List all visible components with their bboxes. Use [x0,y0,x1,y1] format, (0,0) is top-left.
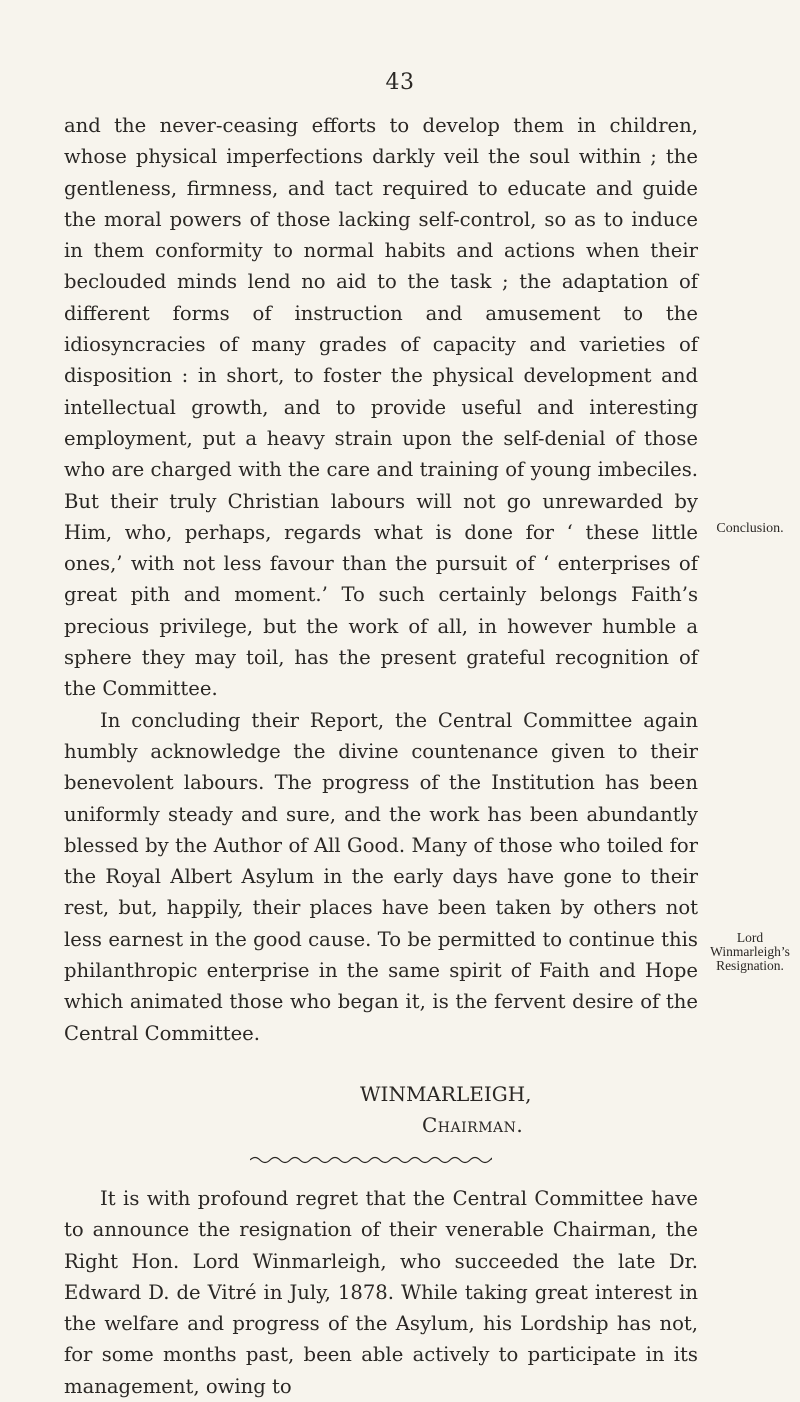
margin-note-resignation-line2: Winmarleigh’s [710,944,790,959]
paragraph-resignation: It is with profound regret that the Central Committee have to announce the resignation of their venerable Chairman, the Right Hon. Lord Winmarleigh, who succeeded the late Dr. Edward D. de Vitré in July, 1878. While taking great interest in the welfare and progress of the Asylum, his Lordship has not, for some months past, been able actively to participate in its management, owing to [64,1186,698,1398]
margin-note-resignation-line1: Lord [736,930,764,945]
margin-note-resignation-line3: Resignation. [716,958,784,973]
signature-title: Chairman. [422,1112,524,1137]
page-number: 43 [385,70,415,95]
page-body [64,110,698,1402]
margin-note-resignation [706,931,794,973]
paragraph-conclusion: In concluding their Report, the Central Committee again humbly acknowledge the divine countenance given to their benevolent labours. The progress of the Institution has been uniformly steady and sure, and the work has been abundantly blessed by the Author of All Good. Many of those who toiled for the Royal Albert Asylum in the early days have gone to their rest, but, happily, their places have been taken by others not less earnest in the good cause. To be permitted to continue this philanthropic enterprise in the same spirit of Faith and Hope which animated those who began it, is the fervent desire of the Central Committee. [64,708,698,1045]
signature-name: WINMARLEIGH, [360,1081,532,1106]
signature-block [64,1079,698,1141]
paragraph-continuation: and the never-ceasing efforts to develop them in children, whose physical imperfections darkly veil the soul within ; the gentleness, firmness, and tact required to educate and guide the moral powers of those lacking self-control, so as to induce in them conformity to normal habits and actions when their beclouded minds lend no aid to the task ; the adaptation of different forms of instruction and amusement to the idiosyncracies of many grades of capacity and varieties of disposition : in short, to foster the physical development and intellectual growth, and to provide useful and interesting employment, put a heavy strain upon the self-denial of those who are charged with the care and training of young imbeciles. But their truly Christian labours will not go unrewarded by Him, who, perhaps, regards what is done for ‘ these little ones,’ with not less favour than the pursuit of ‘ enterprises of great pith and moment.’ To such certainly belongs Faith’s precious privilege, but the work of all, in however humble a sphere they may toil, has the present grateful recognition of the Committee. [64,114,698,701]
margin-note-conclusion: Conclusion. [716,521,784,536]
wavy-divider [250,1155,492,1165]
